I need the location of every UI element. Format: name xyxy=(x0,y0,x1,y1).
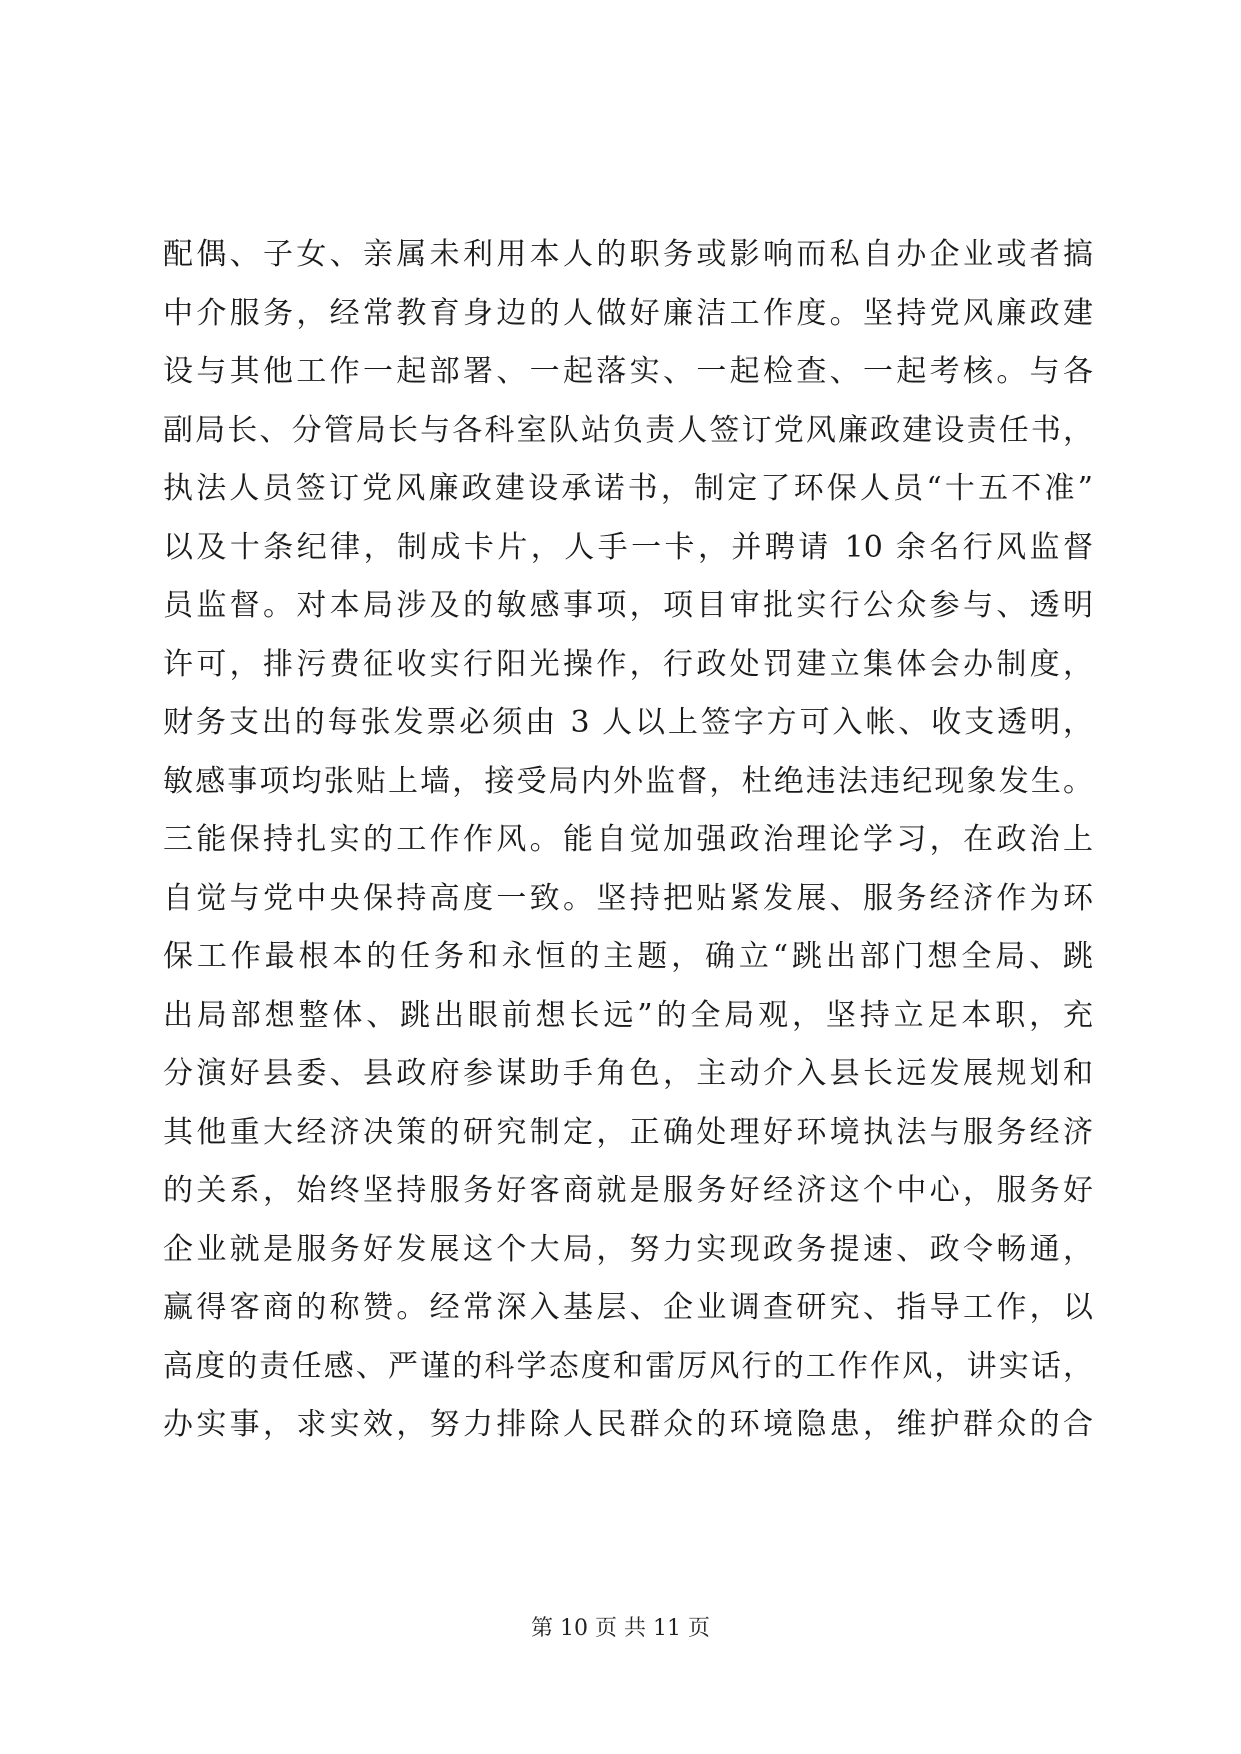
text-line: 设与其他工作一起部署、一起落实、一起检查、一起考核。与各 xyxy=(163,354,1093,389)
text-line: 副局长、分管局长与各科室队站负责人签订党风廉政建设责任书， xyxy=(163,412,1093,448)
text-line: 赢得客商的称赞。经常深入基层、企业调查研究、指导工作，以 xyxy=(163,1290,1093,1325)
text-line: 分演好县委、县政府参谋助手角色，主动介入县长远发展规划和 xyxy=(163,1056,1093,1091)
text-line: 以及十条纪律，制成卡片，人手一卡，并聘请 10 余名行风监督 xyxy=(163,529,1093,565)
text-line: 敏感事项均张贴上墙，接受局内外监督，杜绝违法违纪现象发生。 xyxy=(163,763,1093,799)
text-line: 三能保持扎实的工作作风。能自觉加强政治理论学习，在政治上 xyxy=(163,822,1093,857)
text-line: 员监督。对本局涉及的敏感事项，项目审批实行公众参与、透明 xyxy=(163,588,1093,623)
text-line: 自觉与党中央保持高度一致。坚持把贴紧发展、服务经济作为环 xyxy=(163,880,1093,916)
text-line: 执法人员签订党风廉政建设承诺书，制定了环保人员“十五不准” xyxy=(163,471,1093,506)
body-text xyxy=(163,226,1093,1455)
text-line: 配偶、子女、亲属未利用本人的职务或影响而私自办企业或者搞 xyxy=(163,237,1093,272)
text-line: 的关系，始终坚持服务好客商就是服务好经济这个中心，服务好 xyxy=(163,1173,1093,1208)
text-line: 保工作最根本的任务和永恒的主题，确立“跳出部门想全局、跳 xyxy=(163,939,1093,974)
text-line: 中介服务，经常教育身边的人做好廉洁工作度。坚持党风廉政建 xyxy=(163,295,1093,331)
text-line: 高度的责任感、严谨的科学态度和雷厉风行的工作作风，讲实话， xyxy=(163,1348,1093,1384)
page-footer: 第 10 页 共 11 页 xyxy=(531,1616,710,1641)
text-line: 财务支出的每张发票必须由 3 人以上签字方可入帐、收支透明， xyxy=(163,705,1093,740)
text-line: 办实事，求实效，努力排除人民群众的环境隐患，维护群众的合 xyxy=(163,1407,1093,1442)
text-line: 企业就是服务好发展这个大局，努力实现政务提速、政令畅通， xyxy=(163,1231,1093,1267)
text-line: 出局部想整体、跳出眼前想长远”的全局观，坚持立足本职，充 xyxy=(163,997,1093,1033)
text-line: 其他重大经济决策的研究制定，正确处理好环境执法与服务经济 xyxy=(163,1114,1093,1150)
text-line: 许可，排污费征收实行阳光操作，行政处罚建立集体会办制度， xyxy=(163,646,1093,682)
